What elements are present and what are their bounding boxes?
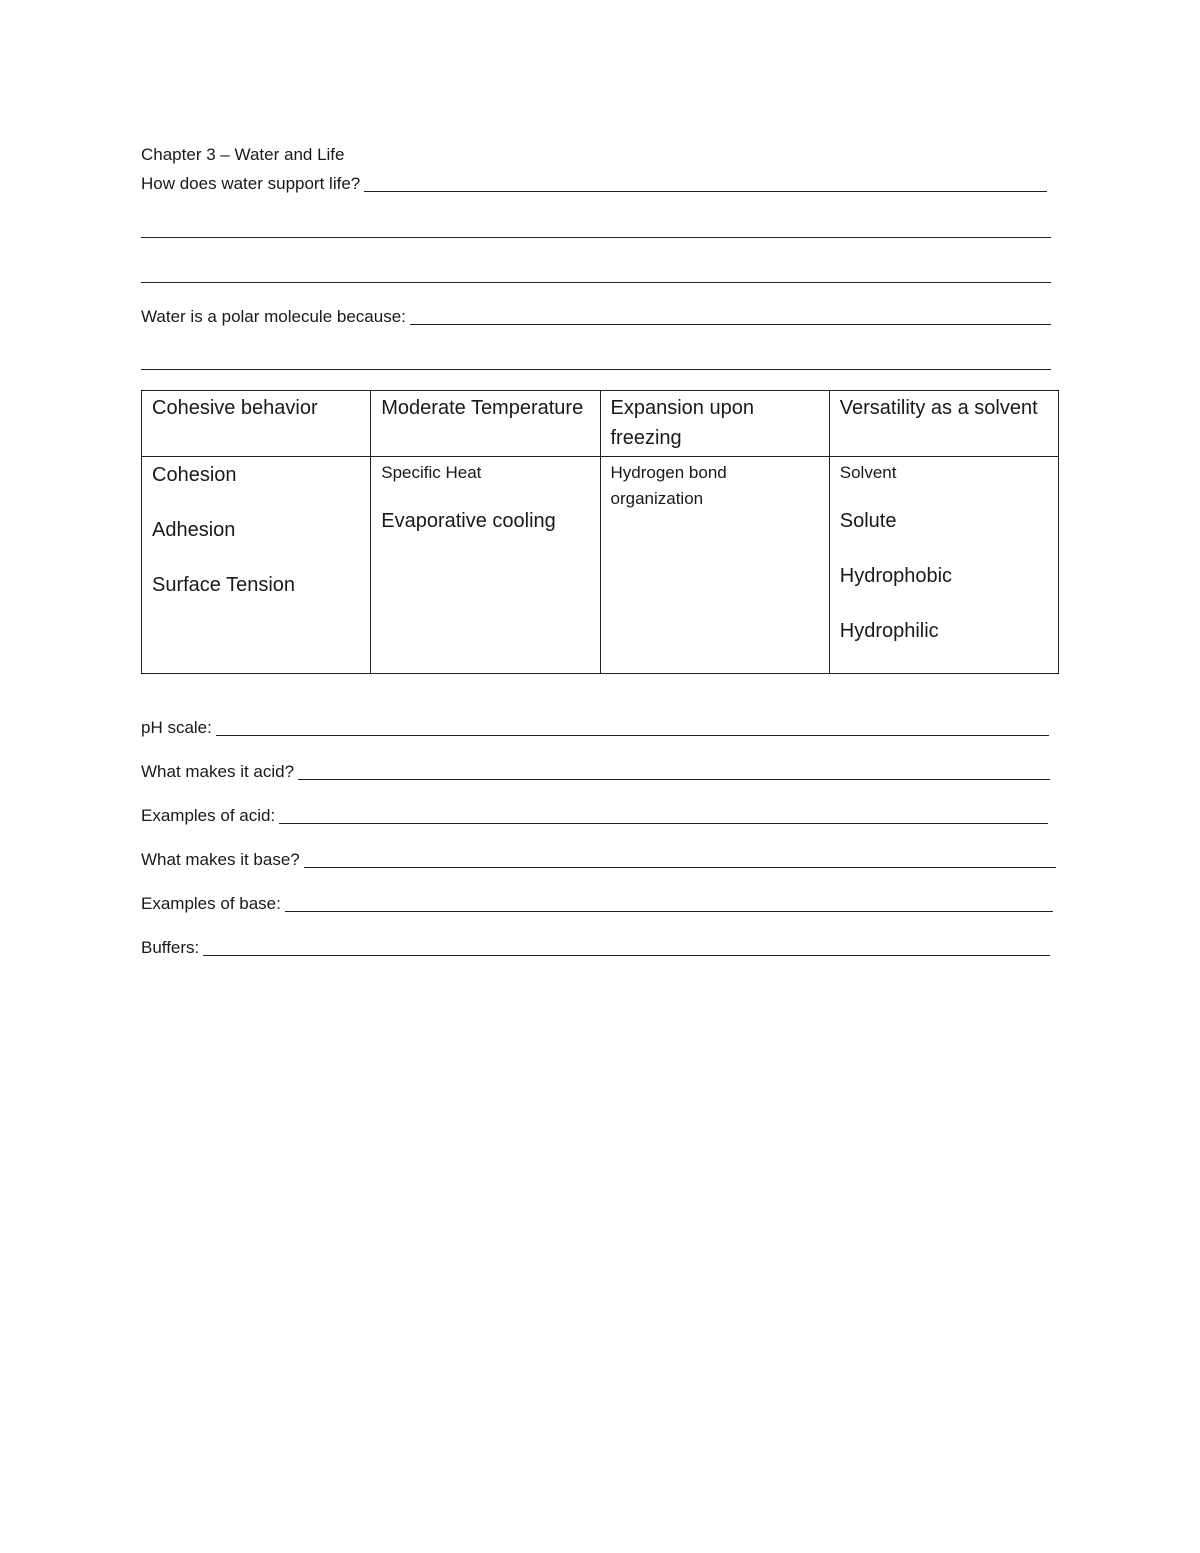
polar-question: [141, 307, 1051, 327]
support-life-blank-line-2[interactable]: [141, 220, 1051, 240]
base-examples-prompt: Examples of base:: [141, 894, 281, 913]
ph-scale-prompt: pH scale:: [141, 718, 212, 737]
polar-blank[interactable]: [410, 310, 1051, 325]
acid-examples-question: [141, 806, 1048, 826]
item-evaporative-cooling: Evaporative cooling: [381, 510, 556, 532]
ph-scale-blank[interactable]: [216, 721, 1049, 736]
item-adhesion: Adhesion: [152, 519, 236, 541]
table-header-row: [142, 391, 1059, 457]
polar-prompt: Water is a polar molecule because:: [141, 307, 406, 326]
blank-line[interactable]: [141, 355, 1051, 370]
cell-versatility-as-solvent: [829, 457, 1058, 674]
table-row: [142, 457, 1059, 674]
support-life-blank[interactable]: [364, 177, 1047, 192]
header-cohesive-behavior: Cohesive behavior: [142, 391, 371, 457]
water-properties-table: [141, 390, 1059, 674]
cell-moderate-temperature: [371, 457, 600, 674]
item-solute: Solute: [839, 510, 897, 532]
buffers-prompt: Buffers:: [141, 938, 200, 957]
buffers-blank[interactable]: [203, 941, 1050, 956]
polar-blank-line-2[interactable]: [141, 352, 1051, 372]
header-versatility-as-solvent: Versatility as a solvent: [829, 391, 1058, 457]
blank-line[interactable]: [141, 223, 1051, 238]
item-surface-tension: Surface Tension: [152, 574, 296, 596]
chapter-title: Chapter 3 – Water and Life: [141, 145, 345, 164]
item-hydrophobic: Hydrophobic: [839, 565, 953, 587]
blank-line[interactable]: [141, 268, 1051, 283]
cell-expansion-upon-freezing: [600, 457, 829, 674]
base-question: [141, 850, 1056, 870]
buffers-question: [141, 938, 1050, 958]
item-hydrophilic: Hydrophilic: [839, 620, 939, 642]
base-blank[interactable]: [304, 853, 1056, 868]
support-life-question: [141, 174, 1047, 194]
ph-scale-question: [141, 718, 1049, 738]
cell-cohesive-behavior: [142, 457, 371, 674]
acid-prompt: What makes it acid?: [141, 762, 295, 781]
base-examples-blank[interactable]: [285, 897, 1053, 912]
header-moderate-temperature: Moderate Temperature: [371, 391, 600, 457]
base-examples-question: [141, 894, 1053, 914]
base-prompt: What makes it base?: [141, 850, 300, 869]
item-hydrogen-bond-organization: Hydrogen bond organization: [610, 463, 727, 508]
acid-blank[interactable]: [298, 765, 1050, 780]
header-expansion-upon-freezing: Expansion upon freezing: [600, 391, 829, 457]
support-life-blank-line-3[interactable]: [141, 265, 1051, 285]
acid-question: [141, 762, 1050, 782]
acid-examples-prompt: Examples of acid:: [141, 806, 276, 825]
item-specific-heat: Specific Heat: [381, 463, 482, 482]
support-life-prompt: How does water support life?: [141, 174, 361, 193]
item-cohesion: Cohesion: [152, 464, 237, 486]
item-solvent: Solvent: [839, 463, 897, 482]
acid-examples-blank[interactable]: [279, 809, 1048, 824]
